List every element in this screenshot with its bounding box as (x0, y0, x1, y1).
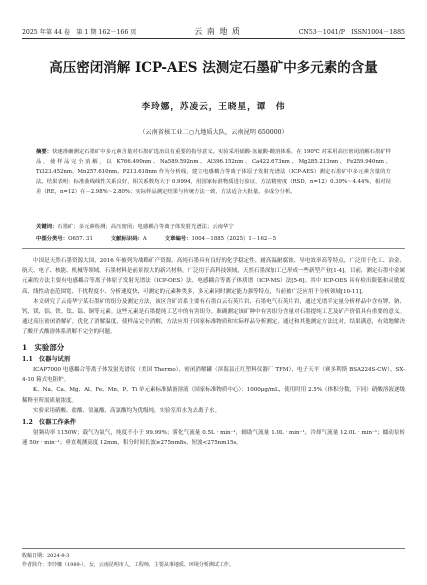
issue-info: 2025 年第 44 卷 第 1 期 162－166 页 (22, 28, 137, 36)
article-body (22, 256, 405, 449)
abstract-label: 摘要： (36, 149, 53, 155)
running-header (22, 24, 405, 39)
instruments-paragraph: ICAP7000 电感耦合等离子体发射光谱仪（美国 Thermo）、密闭消解罐（滨海县正红塑料仪器厂 TFM）、电子天平（赛多利斯 BSA224S-CW）、SX-4-10 箱式电阻炉。 (22, 367, 405, 384)
document-code: 文献标识码：A (110, 236, 147, 242)
abstract-text: 快速准确测定石墨矿中多元素含量对石墨矿选冶具有重要的指导意义。实验采用硝酸-氢氟酸-酸溶体系，在 190℃ 对采用高压密闭消解石墨矿样品，使样品完全消解，以 K766.490nm、Na589.592nm、Al396.152nm、Ca422.673nm、Mg285.213nm、Fe259.940nm、Ti323.452nm、Mn257.610nm、P213.618nm 作为分析线，建立电感耦合等离子体原子发射光谱法（ICP-AES）测定石墨矿中多元素含量的方法。结果表明：标准曲线线性关系良好，相关系数均大于 0.9994，用国家标准物质进行验证，方法精密度（RSD，n=12）0.39%～4.44%，相对误差（RE，n=12）在－2.98%～2.80%；实际样品测定结果与传统方法一致，方法适合大批量、多成分分析。 (36, 149, 392, 195)
keywords (36, 223, 391, 232)
classification-line (36, 234, 391, 242)
authors: 李玲娜，苏凌云，王晓星，谭 伟 (141, 102, 286, 112)
journal-name: 云 南 地 质 (194, 26, 241, 36)
standards-paragraph: K、Na、Ca、Mg、Al、Fe、Mn、P、Ti 单元素标准储备溶液（国家标准物质中心）：1000μg/mL，使用时用 2.5%（体积分数，下同）硝酸溶液逐级稀释至所需质量浓度。 (22, 387, 405, 404)
keywords-label: 关键词： (36, 224, 58, 230)
reagents-paragraph: 实验采用硝酸、盐酸、氢氟酸、高氯酸均为优级纯，实验室用水为去离子水。 (33, 407, 221, 414)
received-date: 收稿日期：2024-9-3 (22, 553, 70, 559)
footnote (22, 548, 405, 569)
subsection-heading-conditions: 1.2 仪器工作条件 (22, 419, 77, 427)
affiliation: （云南省核工业二○九地质大队，云南昆明 650000） (139, 129, 288, 136)
issn-info: CN53－1041/P ISSN1004－1885 (298, 28, 405, 36)
intro-paragraph-2: 本文研究了云南华宁某石墨矿的组分及测定方法，该区含矿岩系主要有石墨白云石英片岩、石墨电气石英片岩，通过光谱半定量分析样品中含有钾、钠、钙、镁、铝、铁、钛、锰、铜等元素。这些元素是石墨提纯工艺中的有害组分。准确测定该矿种中有害组分含量对石墨提纯工艺及矿产价值具有重要的意义。通过高压密闭消解矿，优化了消解温度，使样品完全消解，方法应用于国家标准物质和实际样品分析测定，通过和其他测定方法比对，结果满意，有效地解决了酸开式酸溶体系消解不完全的问题。 (22, 298, 405, 336)
article-title: 高压密闭消解 ICP-AES 法测定石墨矿中多元素的含量 (49, 60, 378, 76)
clc-number: 中图分类号：O657. 31 (36, 236, 93, 242)
keywords-text: 石墨矿；多元素检测；高压密闭；电感耦合等离子体发射光谱法；云南华宁 (57, 224, 234, 230)
divider (22, 248, 405, 249)
article-number: 文章编号：1004－1885（2025）1－162－5 (164, 236, 277, 242)
intro-paragraph-1: 中国是天然石墨资源大国，2016 年被列为战略矿产资源。高纯石墨具有良好的化学稳定性、耐高温耐腐蚀、导电效率高等特点，广泛用于化工、冶金、航天、电子、核能、机械等领域。石墨材料是前景很大的新兴材料，广泛用于高科技领域，天然石墨深加工已形成一些新型产业[1-4]。目前，测定石墨中金属元素的方法主要有电感耦合等离子体原子发射光谱法（ICP-OES）法、电感耦合等离子体质谱（ICP-MS）法[5-6]。其中 ICP-OES 具有检出限低和灵敏度高、线性动态范围宽、干扰程度小、分析速度快，可测定的元素种类多，多元素同时测定能力强等特点，当前被广泛应用于分析领域[10-11]。 (22, 258, 405, 295)
abstract (36, 147, 391, 197)
section-heading: 1 实验部分 (22, 342, 65, 352)
conditions-paragraph: 射频功率 1150W；载气为氩气，纯度不小于 99.99%；雾化气流量 0.5L · min⁻¹，辅助气流量 1.0L · min⁻¹，冷却气流量 12.0L · min⁻¹；蠕动泵转速 50r · min⁻¹；垂直观测高度 12mm，积分时间长波≥275nm8s、短波<275nm15s。 (22, 430, 405, 447)
author-bio: 作者简介：李玲娜（1989-），女，云南昆明市人，工程师，主要从事地质、环境分析测试工作。 (22, 561, 234, 568)
subsection-heading-instruments: 1.1 仪器与试剂 (22, 355, 70, 363)
